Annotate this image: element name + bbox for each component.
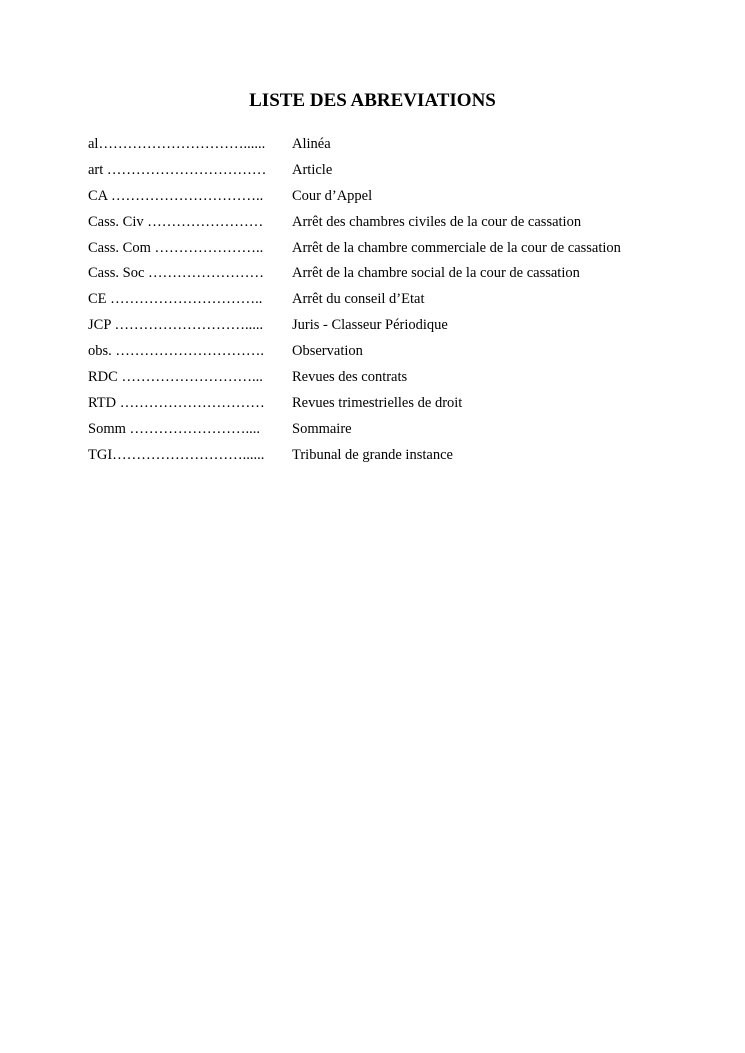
abbreviation-row (88, 366, 688, 392)
abbreviation-term: JCP ………………………..... (88, 317, 264, 334)
abbreviation-definition: Arrêt des chambres civiles de la cour de cassation (292, 213, 582, 230)
abbreviation-definition: Juris - Classeur Périodique (292, 317, 448, 334)
abbreviation-row (88, 159, 688, 185)
abbreviation-term: CE ………………………….. (88, 291, 263, 308)
abbreviation-term: al…………………………...... (88, 136, 266, 152)
abbreviation-term: CA ………………………….. (88, 187, 264, 204)
abbreviation-row (88, 288, 688, 314)
abbreviation-term: obs. …………………………. (88, 343, 265, 360)
abbreviation-definition: Alinéa (292, 136, 331, 152)
abbreviation-row (88, 392, 688, 418)
abbreviation-term: art …………………………… (88, 161, 267, 178)
page-title: LISTE DES ABREVIATIONS (249, 90, 496, 111)
abbreviation-term: Somm …………………….... (88, 420, 260, 437)
abbreviation-row (88, 133, 688, 159)
abbreviation-definition: Sommaire (292, 420, 352, 437)
abbreviation-row (88, 340, 688, 366)
abbreviation-row (88, 185, 688, 211)
abbreviation-row (88, 211, 688, 237)
abbreviation-term: TGI………………………...... (88, 446, 265, 463)
abbreviation-definition: Arrêt de la chambre social de la cour de cassation (292, 265, 580, 282)
abbreviation-row (88, 314, 688, 340)
abbreviation-definition: Revues des contrats (292, 369, 408, 386)
abbreviation-definition: Article (292, 161, 333, 178)
abbreviation-term: Cass. Com ………………….. (88, 239, 264, 256)
abbreviation-row (88, 418, 688, 444)
abbreviation-row (88, 262, 688, 288)
abbreviation-definition: Observation (292, 343, 363, 360)
abbreviation-definition: Arrêt de la chambre commerciale de la cour de cassation (292, 239, 621, 256)
abbreviation-term: Cass. Civ …………………… (88, 213, 264, 230)
abbreviation-definition: Arrêt du conseil d’Etat (292, 291, 425, 308)
abbreviation-definition: Revues trimestrielles de droit (292, 394, 463, 411)
abbreviation-row (88, 444, 688, 470)
abbreviation-definition: Cour d’Appel (292, 187, 373, 204)
abbreviation-term: Cass. Soc …………………… (88, 265, 265, 282)
abbreviation-term: RDC ………………………... (88, 369, 263, 386)
abbreviation-term: RTD ………………………… (88, 394, 265, 411)
abbreviation-list (88, 133, 688, 470)
abbreviation-row (88, 237, 688, 263)
abbreviation-definition: Tribunal de grande instance (292, 446, 453, 463)
